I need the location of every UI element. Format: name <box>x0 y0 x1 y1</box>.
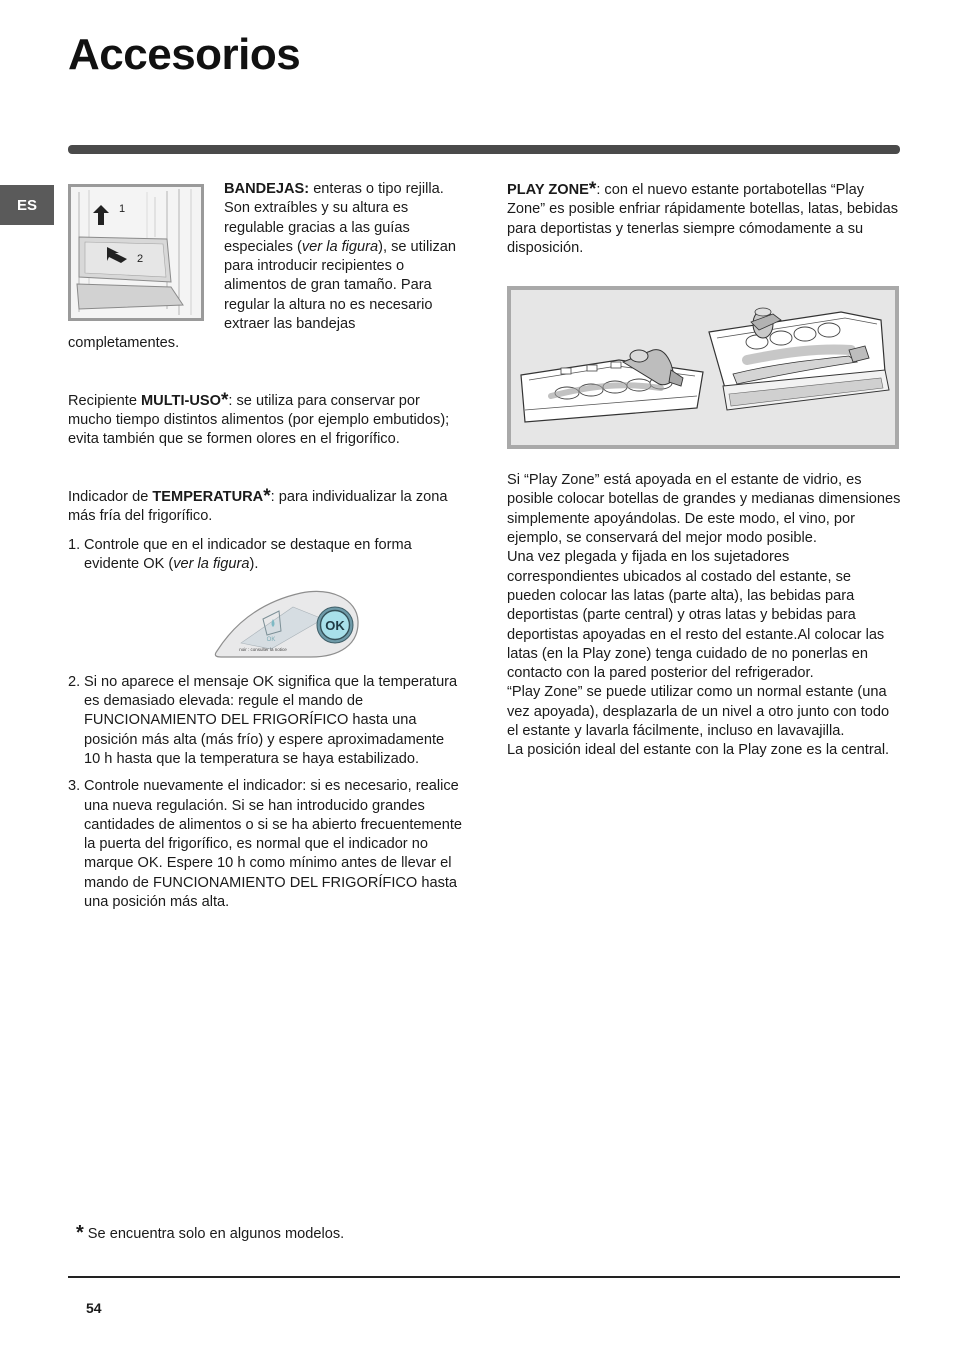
bandejas-section <box>68 180 463 354</box>
bandejas-text-b: ), se utilizan para introducir recipientes o alimentos de gran tamaño. Para regular la altura no es necesario extraer las bandejas completamentes. <box>68 238 456 352</box>
bottom-divider <box>68 1276 900 1278</box>
page-title: Accesorios <box>68 30 301 79</box>
step-1-text-b: ). <box>249 556 259 573</box>
playzone-body-4: La posición ideal del estante con la Play zone es la central. <box>507 742 890 759</box>
step-number: 3. <box>68 778 81 795</box>
step-item <box>68 673 463 769</box>
page-number: 54 <box>86 1300 102 1316</box>
bandejas-heading: BANDEJAS: <box>224 181 310 197</box>
temperatura-heading: TEMPERATURA <box>152 488 264 505</box>
multiuso-heading: MULTI-USO <box>141 392 221 409</box>
step-3-text: Controle nuevamente el indicador: si es necesario, realice una nueva regulación. Si se han introducido grandes cantidades de alimentos o si se ha abierto frecuentemente la puerta del frigorífico, es normal que el indicador no marque OK. Espere 10 h como mínimo antes de llevar el mando de FUNCIONAMIENTO DEL FRIGORÍFICO hasta una posición más alta. <box>84 778 463 911</box>
temperature-indicator-figure <box>68 589 463 661</box>
playzone-heading: PLAY ZONE <box>507 182 589 198</box>
bandejas-text-a: enteras o tipo rejilla. Son extraíbles y su altura es regulable gracias a las guías especiales ( <box>224 181 444 255</box>
step-item <box>68 777 463 912</box>
step-number: 1. <box>68 537 81 554</box>
playzone-intro-text: : con el nuevo estante portabotellas “Play Zone” es posible enfriar rápidamente botellas, latas, bebidas para deportistas y tenerlas siempre cómodamente a su disposición. <box>507 182 899 256</box>
temperatura-steps-continued <box>68 673 463 913</box>
shelf-label-1: 1 <box>119 203 126 215</box>
multiuso-star: * <box>221 389 229 411</box>
step-number: 2. <box>68 673 81 690</box>
playzone-intro <box>507 180 902 258</box>
left-column <box>68 180 463 912</box>
shelf-figure <box>68 184 204 321</box>
indicator-caption: noir : consulter la notice <box>238 646 287 652</box>
footnote-star: * <box>76 1222 84 1244</box>
temperatura-paragraph <box>68 487 463 527</box>
multiuso-text: : se utiliza para conservar por mucho tiempo distintos alimentos (por ejemplo embutidos); evita también que se formen olores en el frigorífico. <box>68 392 450 448</box>
temperatura-star: * <box>263 485 271 507</box>
bandejas-italic: ver la figura <box>301 238 379 255</box>
footnote <box>76 1222 344 1245</box>
temperatura-prefix: Indicador de <box>68 488 153 505</box>
multiuso-prefix: Recipiente <box>68 392 142 409</box>
playzone-body-3: “Play Zone” se puede utilizar como un normal estante (una vez apoyada), desplazarla de un nivel a otro junto con todo el estante y lavarla fácilmente, incluso en lavavajilla. <box>507 684 890 740</box>
step-1-italic: ver la figura <box>173 556 250 573</box>
multiuso-paragraph <box>68 391 463 450</box>
step-2-text: Si no aparece el mensaje OK significa que la temperatura es demasiado elevada: regule el mando de FUNCIONAMIENTO DEL FRIGORÍFICO hasta una posición más alta (más frío) y espere aproximadamente 10 h hasta que la temperatura se haya estabilizado. <box>84 673 458 767</box>
playzone-body-1: Si “Play Zone” está apoyada en el estante de vidrio, es posible colocar botellas de grandes y medianas dimensiones simplemente apoyándolas. De este modo, el vino, por ejemplo, se conservará del mejor modo posible. <box>507 472 901 547</box>
shelf-label-2: 2 <box>137 253 144 265</box>
playzone-body-2: Una vez plegada y fijada en los sujetadores correspondientes ubicados al costado del estante, se pueden colocar las latas (parte alta), las bebidas para deportistas (parte central) y otras latas y bebidas para deportistas apoyadas en el resto del estante.Al colocar las latas (en la Play zone) tenga cuidado de no ponerlas en contacto con la pared posterior del refrigerador. <box>507 549 885 682</box>
language-tab: ES <box>0 185 54 225</box>
indicator-small-ok: OK <box>266 636 275 643</box>
ok-badge-label: OK <box>324 617 345 633</box>
footnote-text: Se encuentra solo en algunos modelos. <box>87 1226 345 1242</box>
temperatura-steps <box>68 536 463 575</box>
right-column <box>507 180 902 761</box>
playzone-star: * <box>588 179 597 200</box>
step-1-text-a: Controle que en el indicador se destaque en forma evidente OK ( <box>84 537 412 573</box>
step-item <box>68 536 463 575</box>
top-divider <box>68 145 900 154</box>
temperatura-text: : para individualizar la zona más fría del frigorífico. <box>68 488 448 524</box>
playzone-figure <box>507 286 899 449</box>
